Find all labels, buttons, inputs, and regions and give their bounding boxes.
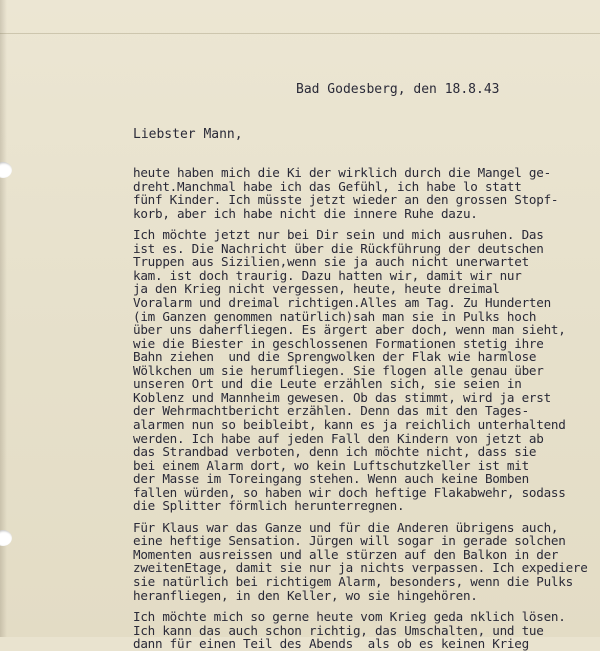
paragraph-4-line-3: dann für einen Teil des Abends als ob es keinen Krieg xyxy=(133,636,529,651)
paragraph-2-line-11: Wölkchen um sie herumfliegen. Sie flogen alle genau über xyxy=(133,362,544,378)
salutation: Liebster Mann, xyxy=(133,127,243,142)
paragraph-1-line-2: dreht.Manchmal habe ich das Gefühl, ich habe lo statt xyxy=(133,178,522,194)
paragraph-2-line-18: bei einem Alarm dort, wo kein Luftschutzkeller ist mit xyxy=(133,457,529,473)
paragraph-2-line-8: über uns daherfliegen. Es ärgert aber doch, wenn man sieht, xyxy=(133,322,566,338)
paragraph-2-line-3: Truppen aus Sizilien,wenn sie ja auch nicht unerwartet xyxy=(133,254,529,270)
date-line: Bad Godesberg, den 18.8.43 xyxy=(296,82,500,97)
paragraph-2-line-6: Voralarm und dreimal richtigen.Alles am Tag. Zu Hunderten xyxy=(133,295,551,310)
paragraph-1-line-3: fünf Kinder. Ich müsste jetzt wieder an den grossen Stopf- xyxy=(133,192,559,208)
paragraph-2-line-10: Bahn ziehen und die Sprengwolken der Flak wie harmlose xyxy=(133,349,537,365)
paragraph-3-line-3: Momenten ausreissen und alle stürzen auf den Balkon in der xyxy=(133,546,559,562)
paragraph-2-line-16: werden. Ich habe auf jeden Fall den Kindern von jetzt ab xyxy=(133,430,544,446)
paragraph-2-line-7: (im Ganzen genommen natürlich)sah man sie in Pulks hoch xyxy=(133,308,537,324)
paragraph-2-line-17: das Strandbad verboten, denn ich möchte nicht, dass sie xyxy=(133,444,537,459)
paragraph-4-line-1: Ich möchte mich so gerne heute vom Krieg geda nklich lösen. xyxy=(133,609,566,624)
paragraph-2-line-2: ist es. Die Nachricht über die Rückführung der deutschen xyxy=(133,240,544,256)
paragraph-1-line-1: heute haben mich die Ki der wirklich durch die Mangel ge- xyxy=(133,165,551,180)
paragraph-3-line-5: sie natürlich bei richtigem Alarm, besonders, wenn die Pulks xyxy=(133,574,573,589)
paragraph-2-line-19: der Masse im Toreingang stehen. Wenn auch keine Bomben xyxy=(133,471,529,487)
paragraph-1-line-4: korb, aber ich habe nicht die innere Ruhe dazu. xyxy=(133,205,478,221)
paragraph-2-line-20: fallen würden, so haben wir doch heftige Flakabwehr, sodass xyxy=(133,484,566,500)
paragraph-2-line-13: Koblenz und Mannheim gewesen. Ob das stimmt, wird ja erst xyxy=(133,389,551,405)
paragraph-2-line-9: wie die Biester in geschlossenen Formationen stetig ihre xyxy=(133,335,544,351)
paragraph-2-line-12: unseren Ort und die Leute erzählen sich, sie seien in xyxy=(133,376,522,392)
paragraph-2-line-14: der Wehrmachtbericht erzählen. Denn das mit den Tages- xyxy=(133,403,529,419)
paragraph-2-line-21: die Splitter förmlich herunterregnen. xyxy=(133,498,405,514)
paragraph-3-line-6: heranfliegen, in den Keller, wo sie hingehören. xyxy=(133,587,478,603)
paragraph-2-line-5: ja den Krieg nicht vergessen, heute, heute dreimal xyxy=(133,281,500,297)
paragraph-3-line-2: eine heftige Sensation. Jürgen will sogar in gerade solchen xyxy=(133,533,566,549)
paragraph-2-line-4: kam. ist doch traurig. Dazu hatten wir, damit wir nur xyxy=(133,267,522,283)
paragraph-4-line-2: Ich kann das auch schon richtig, das Umschalten, und tue xyxy=(133,622,544,638)
paragraph-2-line-15: alarmen nun so beibleibt, kann es ja reichlich unterhaltend xyxy=(133,416,566,432)
paragraph-2-line-1: Ich möchte jetzt nur bei Dir sein und mich ausruhen. Das xyxy=(133,227,544,243)
paragraph-3-line-1: Für Klaus war das Ganze und für die Anderen übrigens auch, xyxy=(133,519,559,535)
paragraph-3-line-4: zweitenEtage, damit sie nur ja nichts verpassen. Ich expediere xyxy=(133,560,588,576)
